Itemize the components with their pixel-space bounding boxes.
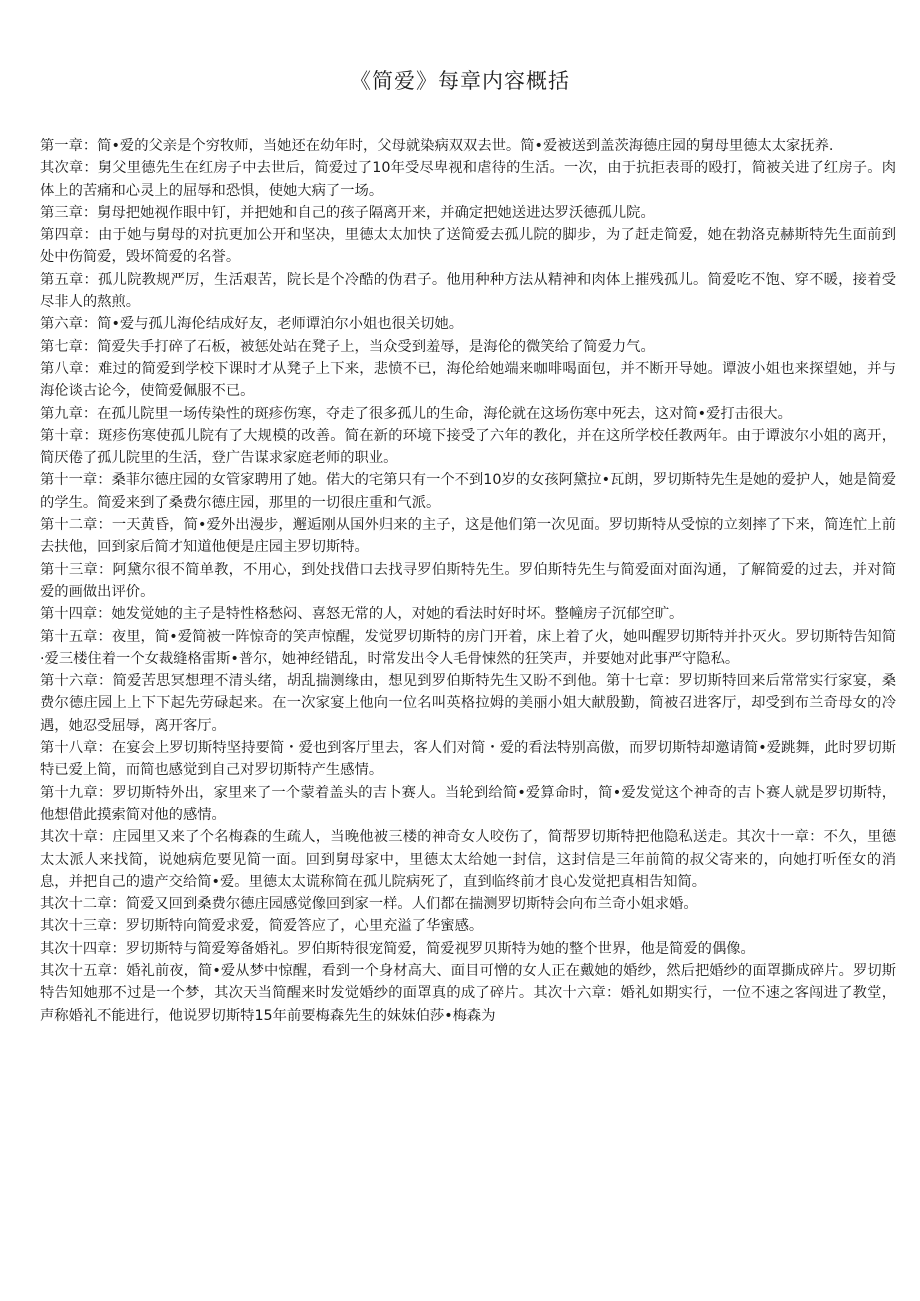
chapter-1-summary: 第一章：简•爱的父亲是个穷牧师，当她还在幼年时，父母就染病双双去世。简•爱被送到盖茨海德庄园的舅母里德太太家抚养. xyxy=(40,138,834,154)
chapter-23-summary: 其次十三章：罗切斯特向简爱求爱，简爱答应了，心里充溢了华蜜感。 xyxy=(40,918,484,935)
chapter-12-summary: 第十二章：一天黄昏，简•爱外出漫步，邂逅刚从国外归来的主子，这是他们第一次见面。罗切斯特从受惊的立刻摔了下来，简连忙上前去扶他，回到家后简才知道他便是庄园主罗切斯特。 xyxy=(40,517,896,556)
chapter-20-21-summary: 其次十章：庄园里又来了个名梅森的生疏人，当晚他被三楼的神奇女人咬伤了，简帮罗切斯特把他隐私送走。其次十一章：不久，里德太太派人来找简，说她病危要见简一面。回到舅母家中，里德太太给她一封信，这封信是三年前简的叔父寄来的，向她打听侄女的消息，并把自己的遗产交给简•爱。里德太太谎称简在孤儿院病死了，直到临终前才良心发觉把真相告知简。 xyxy=(40,829,896,890)
chapter-24-summary: 其次十四章：罗切斯特与简爱筹备婚礼。罗伯斯特很宠简爱，简爱视罗贝斯特为她的整个世界，他是简爱的偶像。 xyxy=(40,940,755,957)
chapter-10-summary: 第十章：斑疹伤寒使孤儿院有了大规模的改善。简在新的环境下接受了六年的教化，并在这所学校任教两年。由于谭波尔小姐的离开，简厌倦了孤儿院里的生活，登广告谋求家庭老师的职业。 xyxy=(40,427,896,467)
chapter-25-26-summary: 其次十五章：婚礼前夜，简•爱从梦中惊醒，看到一个身材高大、面目可憎的女人正在戴她的婚纱，然后把婚纱的面罩撕成碎片。罗切斯特告知她那不过是一个梦，其次天当简醒来时发觉婚纱的面罩真的成了碎片。其次十六章：婚礼如期实行，一位不速之客闯进了教堂，声称婚礼不能进行，他说罗切斯特15年前要梅森先生的妹妹伯莎•梅森为 xyxy=(40,962,896,1024)
chapter-16-17-summary: 第十六章：简爱苦思冥想理不清头绪，胡乱揣测缘由，想见到罗伯斯特先生又盼不到他。第十七章：罗切斯特回来后常常实行家宴，桑费尔德庄园上上下下起先劳碌起来。在一次家宴上他向一位名叫英格拉姆的美丽小姐大献殷勤，简被召进客厅，却受到布兰奇母女的冷遇，她忍受屈辱，离开客厅。 xyxy=(40,673,896,734)
chapter-5-summary: 第五章：孤儿院教规严厉，生活艰苦，院长是个冷酷的伪君子。他用种种方法从精神和肉体上摧残孤儿。简爱吃不饱、穿不暖，接着受尽非人的熬煎。 xyxy=(40,271,896,311)
chapter-2-summary: 其次章：舅父里德先生在红房子中去世后，简爱过了10年受尽卑视和虐待的生活。一次，由于抗拒表哥的殴打，简被关进了红房子。肉体上的苦痛和心灵上的屈辱和恐惧，使她大病了一场。 xyxy=(40,160,896,199)
chapter-9-summary: 第九章：在孤儿院里一场传染性的斑疹伤寒，夺走了很多孤儿的生命，海伦就在这场伤寒中死去，这对简•爱打击很大。 xyxy=(40,405,792,422)
chapter-19-summary: 第十九章：罗切斯特外出，家里来了一个蒙着盖头的吉卜赛人。当轮到给简•爱算命时，简•爱发觉这个神奇的吉卜赛人就是罗切斯特，他想借此摸索简对他的感情。 xyxy=(40,784,896,823)
chapter-8-summary: 第八章：难过的简爱到学校下课时才从凳子上下来，悲愤不已，海伦给她端来咖啡喝面包，并不断开导她。谭波小姐也来探望她，并与海伦谈古论今，使简爱佩服不已。 xyxy=(40,360,896,400)
chapter-11-summary: 第十一章：桑菲尔德庄园的女管家聘用了她。偌大的宅第只有一个不到10岁的女孩阿黛拉•瓦朗，罗切斯特先生是她的爱护人，她是简爱的学生。简爱来到了桑费尔德庄园，那里的一切很庄重和气派。 xyxy=(40,472,896,511)
document-body xyxy=(40,135,896,1027)
chapter-4-summary: 第四章：由于她与舅母的对抗更加公开和坚决，里德太太加快了送简爱去孤儿院的脚步，为了赶走简爱，她在勃洛克赫斯特先生面前到处中伤简爱，毁坏简爱的名誉。 xyxy=(40,227,896,266)
chapter-3-summary: 第三章：舅母把她视作眼中钉，并把她和自己的孩子隔离开来，并确定把她送进达罗沃德孤儿院。 xyxy=(40,204,655,221)
chapter-22-summary: 其次十二章：简爱又回到桑费尔德庄园感觉像回到家一样。人们都在揣测罗切斯特会向布兰奇小姐求婚。 xyxy=(40,896,698,913)
chapter-7-summary: 第七章：简爱失手打碎了石板，被惩处站在凳子上，当众受到羞辱，是海伦的微笑给了简爱力气。 xyxy=(40,338,655,355)
chapter-6-summary: 第六章：简•爱与孤儿海伦结成好友，老师谭泊尔小姐也很关切她。 xyxy=(40,316,464,333)
chapter-15-summary: 第十五章：夜里，简•爱简被一阵惊奇的笑声惊醒，发觉罗切斯特的房门开着，床上着了火，她叫醒罗切斯特并扑灭火。罗切斯特告知简·爱三楼住着一个女裁缝格雷斯•普尔，她神经错乱，时常发出令人毛骨悚然的狂笑声，并要她对此事严守隐私。 xyxy=(40,628,896,667)
chapter-14-summary: 第十四章：她发觉她的主子是特性格愁闷、喜怒无常的人，对她的看法时好时坏。整幢房子沉郁空旷。 xyxy=(40,606,684,623)
document-title: 《简爱》每章内容概括 xyxy=(350,69,570,93)
chapter-18-summary: 第十八章：在宴会上罗切斯特坚持要简・爱也到客厅里去，客人们对简・爱的看法特别高傲，而罗切斯特却邀请简•爱跳舞，此时罗切斯特已爱上简，而简也感觉到自己对罗切斯特产生感情。 xyxy=(40,740,896,779)
chapter-13-summary: 第十三章：阿黛尔很不简单教，不用心，到处找借口去找寻罗伯斯特先生。罗伯斯特先生与简爱面对面沟通，了解简爱的过去，并对简爱的画做出评价。 xyxy=(40,561,896,600)
